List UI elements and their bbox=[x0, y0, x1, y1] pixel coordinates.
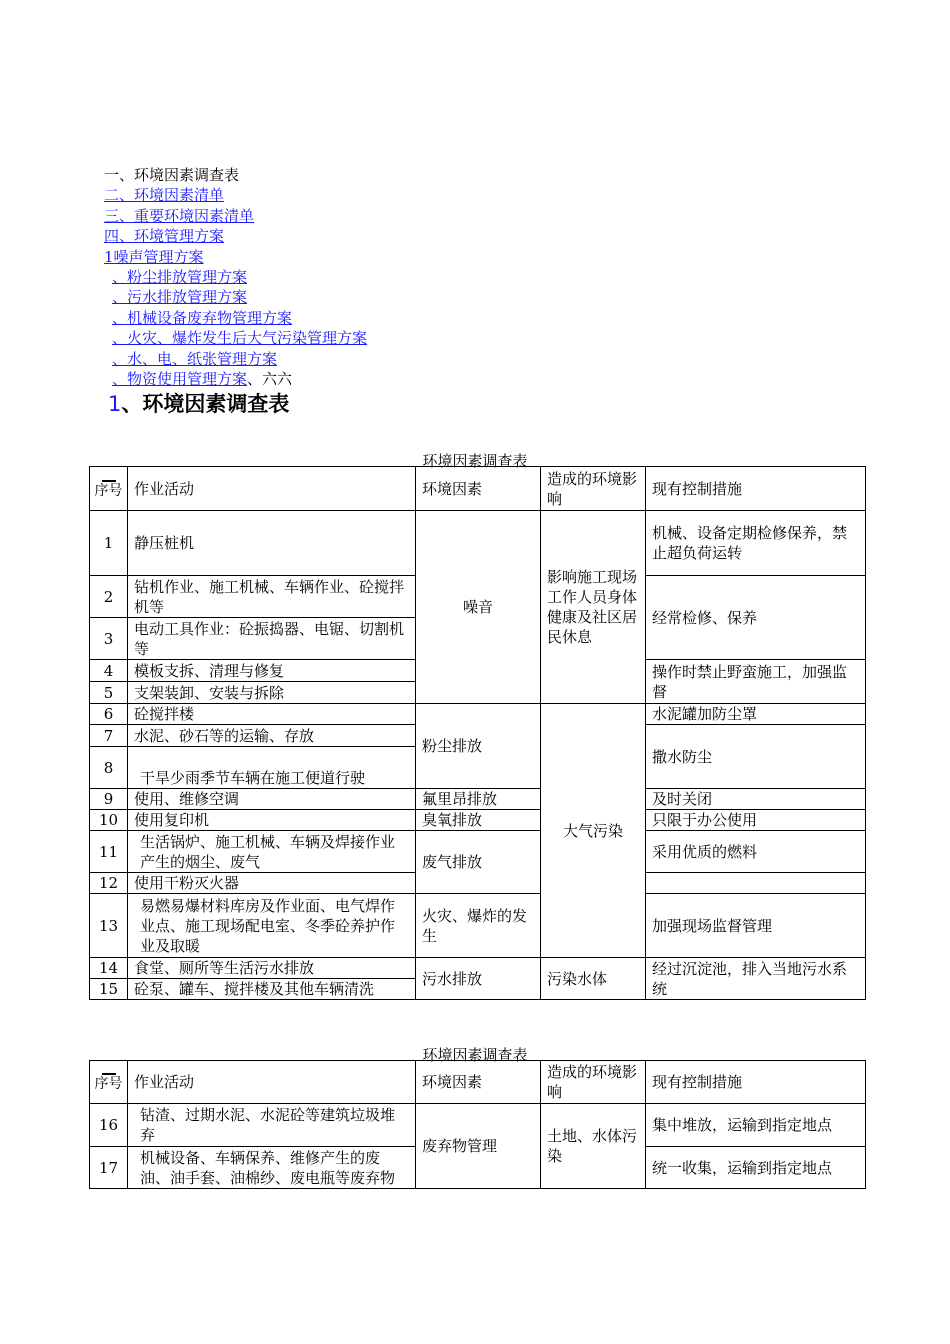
table-row bbox=[90, 789, 866, 810]
row-no: 8 bbox=[90, 747, 128, 789]
toc-item-11[interactable]: 、物资使用管理方案、六六 bbox=[112, 370, 293, 389]
toc-item-2[interactable]: 二、环境因素清单 bbox=[104, 186, 225, 205]
measure-cell: 水泥罐加防尘罩 bbox=[646, 704, 866, 725]
factor-cell: 废气排放 bbox=[416, 831, 541, 894]
row-no: 7 bbox=[90, 725, 128, 747]
row-no: 2 bbox=[90, 576, 128, 618]
row-activity: 水泥、砂石等的运输、存放 bbox=[128, 725, 416, 747]
toc-item-1: 一、环境因素调查表 bbox=[104, 166, 240, 184]
header-factor: 环境因素 bbox=[416, 1061, 541, 1104]
impact-cell: 影响施工现场工作人员身体健康及社区居民休息 bbox=[541, 511, 646, 704]
row-no: 4 bbox=[90, 660, 128, 682]
table1-caption: 环境因素调查表 bbox=[422, 452, 528, 470]
row-no: 16 bbox=[90, 1104, 128, 1147]
row-activity: 易燃易爆材料库房及作业面、电气焊作业点、施工现场配电室、冬季砼养护作业及取暖 bbox=[128, 894, 416, 958]
section-title: 、环境因素调查表 bbox=[121, 392, 290, 416]
row-no: 14 bbox=[90, 958, 128, 979]
section-number: 1 bbox=[108, 392, 122, 416]
row-no: 3 bbox=[90, 618, 128, 660]
row-activity: 使用干粉灭火器 bbox=[128, 873, 416, 894]
impact-cell: 污染水体 bbox=[541, 958, 646, 1000]
toc-trailing: 、六六 bbox=[247, 370, 293, 389]
factor-cell: 废弃物管理 bbox=[416, 1104, 541, 1189]
header-no: 序号 bbox=[90, 1061, 128, 1104]
table-row bbox=[90, 958, 866, 979]
table-header-row bbox=[90, 467, 866, 511]
factor-cell: 噪音 bbox=[416, 511, 541, 704]
factor-cell: 火灾、爆炸的发生 bbox=[416, 894, 541, 958]
measure-cell: 集中堆放，运输到指定地点 bbox=[646, 1104, 866, 1147]
table-row bbox=[90, 831, 866, 873]
toc-item-8[interactable]: 、机械设备废弃物管理方案 bbox=[112, 308, 293, 327]
header-activity: 作业活动 bbox=[128, 467, 416, 511]
measure-cell: 操作时禁止野蛮施工，加强监督 bbox=[646, 660, 866, 704]
toc-item-7[interactable]: 、污水排放管理方案 bbox=[112, 288, 248, 307]
measure-cell: 加强现场监督管理 bbox=[646, 894, 866, 958]
toc-item-3[interactable]: 三、重要环境因素清单 bbox=[104, 206, 255, 225]
factor-cell: 臭氧排放 bbox=[416, 810, 541, 831]
survey-table-2 bbox=[89, 1060, 866, 1189]
row-no: 5 bbox=[90, 682, 128, 704]
row-no: 9 bbox=[90, 789, 128, 810]
row-activity: 干旱少雨季节车辆在施工便道行驶 bbox=[128, 747, 416, 789]
header-factor: 环境因素 bbox=[416, 467, 541, 511]
measure-cell: 及时关闭 bbox=[646, 789, 866, 810]
row-activity: 静压桩机 bbox=[128, 511, 416, 576]
impact-cell: 大气污染 bbox=[541, 704, 646, 958]
toc-item-6[interactable]: 、粉尘排放管理方案 bbox=[112, 268, 248, 287]
header-measure: 现有控制措施 bbox=[646, 467, 866, 511]
survey-table-1 bbox=[89, 466, 866, 1000]
table2-caption: 环境因素调查表 bbox=[422, 1046, 528, 1064]
factor-cell: 粉尘排放 bbox=[416, 704, 541, 789]
row-activity: 钻渣、过期水泥、水泥砼等建筑垃圾堆弃 bbox=[128, 1104, 416, 1147]
row-activity: 食堂、厕所等生活污水排放 bbox=[128, 958, 416, 979]
row-activity: 使用、维修空调 bbox=[128, 789, 416, 810]
row-activity: 砼搅拌楼 bbox=[128, 704, 416, 725]
measure-cell-empty bbox=[646, 873, 866, 894]
measure-cell: 经过沉淀池，排入当地污水系统 bbox=[646, 958, 866, 1000]
section-heading bbox=[108, 388, 289, 418]
toc-item-9[interactable]: 、火灾、爆炸发生后大气污染管理方案 bbox=[112, 329, 368, 348]
table-row bbox=[90, 704, 866, 725]
header-impact: 造成的环境影响 bbox=[541, 1061, 646, 1104]
row-activity: 支架装卸、安装与拆除 bbox=[128, 682, 416, 704]
table-row bbox=[90, 1104, 866, 1147]
row-activity: 电动工具作业：砼振捣器、电锯、切割机等 bbox=[128, 618, 416, 660]
toc-item-10[interactable]: 、水、电、纸张管理方案 bbox=[112, 349, 278, 368]
row-no: 17 bbox=[90, 1147, 128, 1189]
table-row bbox=[90, 894, 866, 958]
row-activity: 砼泵、罐车、搅拌楼及其他车辆清洗 bbox=[128, 979, 416, 1000]
table-row bbox=[90, 810, 866, 831]
row-no: 13 bbox=[90, 894, 128, 958]
toc-item-4[interactable]: 四、环境管理方案 bbox=[104, 227, 225, 246]
measure-cell: 撒水防尘 bbox=[646, 725, 866, 789]
row-no: 10 bbox=[90, 810, 128, 831]
row-no: 11 bbox=[90, 831, 128, 873]
row-activity: 机械设备、车辆保养、维修产生的废油、油手套、油棉纱、废电瓶等废弃物 bbox=[128, 1147, 416, 1189]
table-row bbox=[90, 511, 866, 576]
measure-cell: 机械、设备定期检修保养，禁止超负荷运转 bbox=[646, 511, 866, 576]
row-activity: 生活锅炉、施工机械、车辆及焊接作业产生的烟尘、废气 bbox=[128, 831, 416, 873]
header-impact: 造成的环境影响 bbox=[541, 467, 646, 511]
row-no: 12 bbox=[90, 873, 128, 894]
measure-cell: 统一收集，运输到指定地点 bbox=[646, 1147, 866, 1189]
table-header-row bbox=[90, 1061, 866, 1104]
factor-cell: 污水排放 bbox=[416, 958, 541, 1000]
header-measure: 现有控制措施 bbox=[646, 1061, 866, 1104]
measure-cell: 采用优质的燃料 bbox=[646, 831, 866, 873]
row-activity: 使用复印机 bbox=[128, 810, 416, 831]
toc-item-5[interactable]: 1噪声管理方案 bbox=[104, 247, 204, 266]
row-activity: 模板支拆、清理与修复 bbox=[128, 660, 416, 682]
header-no: 序号 bbox=[90, 467, 128, 511]
row-no: 6 bbox=[90, 704, 128, 725]
impact-cell: 土地、水体污染 bbox=[541, 1104, 646, 1189]
header-activity: 作业活动 bbox=[128, 1061, 416, 1104]
row-no: 15 bbox=[90, 979, 128, 1000]
measure-cell: 经常检修、保养 bbox=[646, 576, 866, 660]
row-activity: 钻机作业、施工机械、车辆作业、砼搅拌机等 bbox=[128, 576, 416, 618]
table-of-contents bbox=[104, 165, 367, 389]
row-no: 1 bbox=[90, 511, 128, 576]
measure-cell: 只限于办公使用 bbox=[646, 810, 866, 831]
factor-cell: 氟里昂排放 bbox=[416, 789, 541, 810]
